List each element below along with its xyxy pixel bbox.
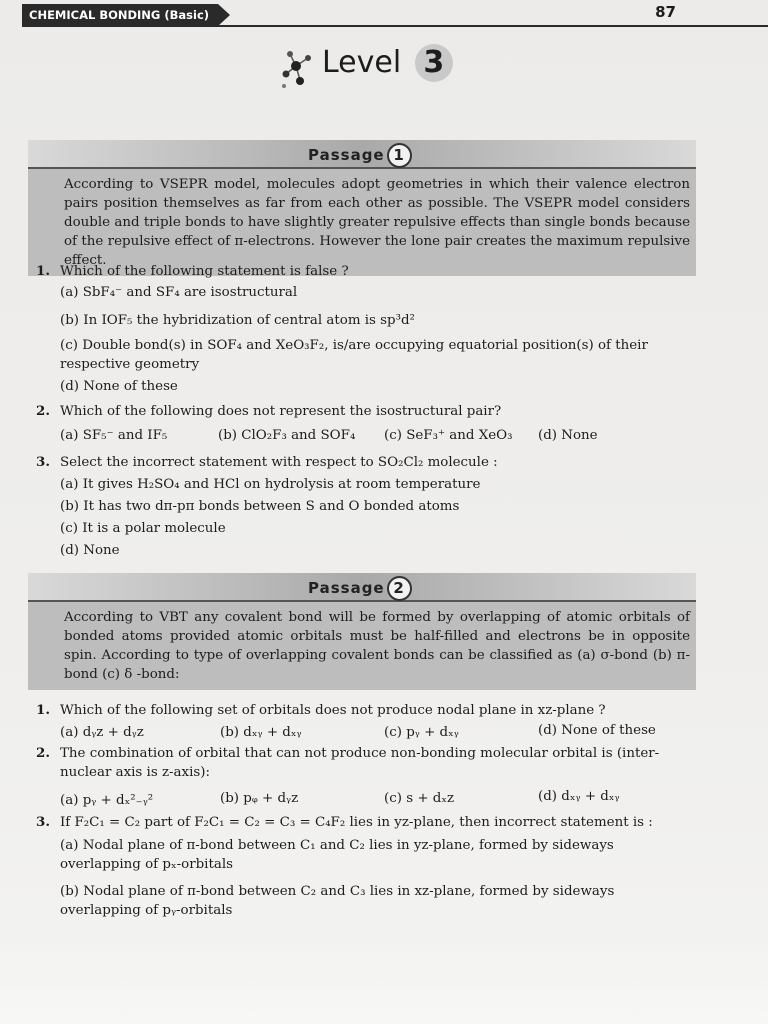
option-a: (a) dᵧz + dᵧz [60, 725, 144, 740]
question-text: The combination of orbital that can not produce non-bonding molecular orbital is (inter-nuclear axis is z-axis): [60, 746, 660, 780]
option-c: (c) s + dₓz [384, 791, 455, 806]
option-d: (d) dₓᵧ + dₓᵧ [538, 789, 620, 804]
passage-1-text: According to VSEPR model, molecules adopt geometries in which their valence electron pairs position themselves as far from each other as possible. The VSEPR model considers double and triple bonds to have slightly greater repulsive effects than single bonds because of the repulsive effect of π-electrons. However the lone pair creates the maximum repulsive effect. [28, 169, 696, 276]
question-1-1 [36, 262, 696, 281]
question-number: 1. [36, 702, 50, 718]
passage-label-text: Passage [308, 146, 385, 164]
question-text: Select the incorrect statement with respect to SO₂Cl₂ molecule : [60, 455, 498, 470]
passage-1-header [28, 140, 696, 169]
passage-1-box [28, 140, 696, 276]
question-1-2 [36, 402, 696, 421]
option-b: (b) Nodal plane of π-bond between C₂ and C₃ lies in xz-plane, formed by sideways overlapping of pᵧ-orbitals [60, 884, 615, 918]
passage-1-number: 1 [387, 143, 412, 168]
question-number: 3. [36, 814, 50, 830]
passage-label-text: Passage [308, 579, 385, 597]
level-word: Level [322, 45, 402, 80]
question-text: Which of the following does not represent the isostructural pair? [60, 404, 502, 419]
question-number: 3. [36, 454, 50, 470]
passage-2-box [28, 573, 696, 690]
option-a: (a) Nodal plane of π-bond between C₁ and C₂ lies in yz-plane, formed by sideways overlapping of pₓ-orbitals [60, 838, 614, 872]
option-d: (d) None [60, 543, 120, 558]
option-c: (c) It is a polar molecule [60, 521, 226, 536]
question-1-3 [36, 453, 696, 472]
passage-1-label [308, 143, 412, 168]
question-text: Which of the following statement is false ? [60, 264, 349, 279]
question-2-3 [36, 813, 696, 832]
question-number: 1. [36, 263, 50, 279]
option-b: (b) In IOF₅ the hybridization of central atom is sp³d² [60, 313, 415, 328]
level-number-badge: 3 [415, 44, 453, 82]
option-c: (c) pᵧ + dₓᵧ [384, 725, 459, 740]
option-d: (d) None of these [538, 723, 656, 738]
passage-2-label [308, 576, 412, 601]
option-b: (b) It has two dπ-pπ bonds between S and O bonded atoms [60, 499, 460, 514]
molecule-icon [278, 44, 318, 92]
question-number: 2. [36, 403, 50, 419]
question-text: If F₂C₁ = C₂ part of F₂C₁ = C₂ = C₃ = C₄F₂ lies in yz-plane, then incorrect statement is : [60, 815, 653, 830]
option-c: (c) SeF₃⁺ and XeO₃ [384, 428, 513, 443]
chapter-running-head: CHEMICAL BONDING (Basic) [22, 4, 218, 26]
option-a: (a) pᵧ + dₓ²₋ᵧ² [60, 793, 154, 808]
option-d: (d) None [538, 428, 598, 443]
question-2-1 [36, 701, 696, 720]
option-a: (a) It gives H₂SO₄ and HCl on hydrolysis at room temperature [60, 477, 481, 492]
passage-2-header [28, 573, 696, 602]
header-rule [22, 25, 768, 27]
option-b: (b) dₓᵧ + dₓᵧ [220, 725, 302, 740]
option-c: (c) Double bond(s) in SOF₄ and XeO₃F₂, is/are occupying equatorial position(s) of their respective geometry [60, 338, 648, 372]
passage-2-text: According to VBT any covalent bond will be formed by overlapping of atomic orbitals of bonded atoms provided atomic orbitals must be half-filled and electrons be in opposite spin. According to type of overlapping covalent bonds can be classified as (a) σ-bond (b) π-bond (c) δ -bond: [28, 602, 696, 690]
option-d: (d) None of these [60, 379, 178, 394]
option-b: (b) ClO₂F₃ and SOF₄ [218, 428, 356, 443]
page-number: 87 [655, 3, 676, 21]
question-2-2 [36, 744, 696, 782]
question-text: Which of the following set of orbitals does not produce nodal plane in xz-plane ? [60, 703, 606, 718]
page-bottom-shade [0, 934, 768, 1024]
option-b: (b) pᵩ + dᵧz [220, 791, 299, 806]
option-a: (a) SF₅⁻ and IF₅ [60, 428, 168, 443]
level-heading [322, 44, 453, 82]
passage-2-number: 2 [387, 576, 412, 601]
question-number: 2. [36, 745, 50, 761]
option-a: (a) SbF₄⁻ and SF₄ are isostructural [60, 285, 298, 300]
